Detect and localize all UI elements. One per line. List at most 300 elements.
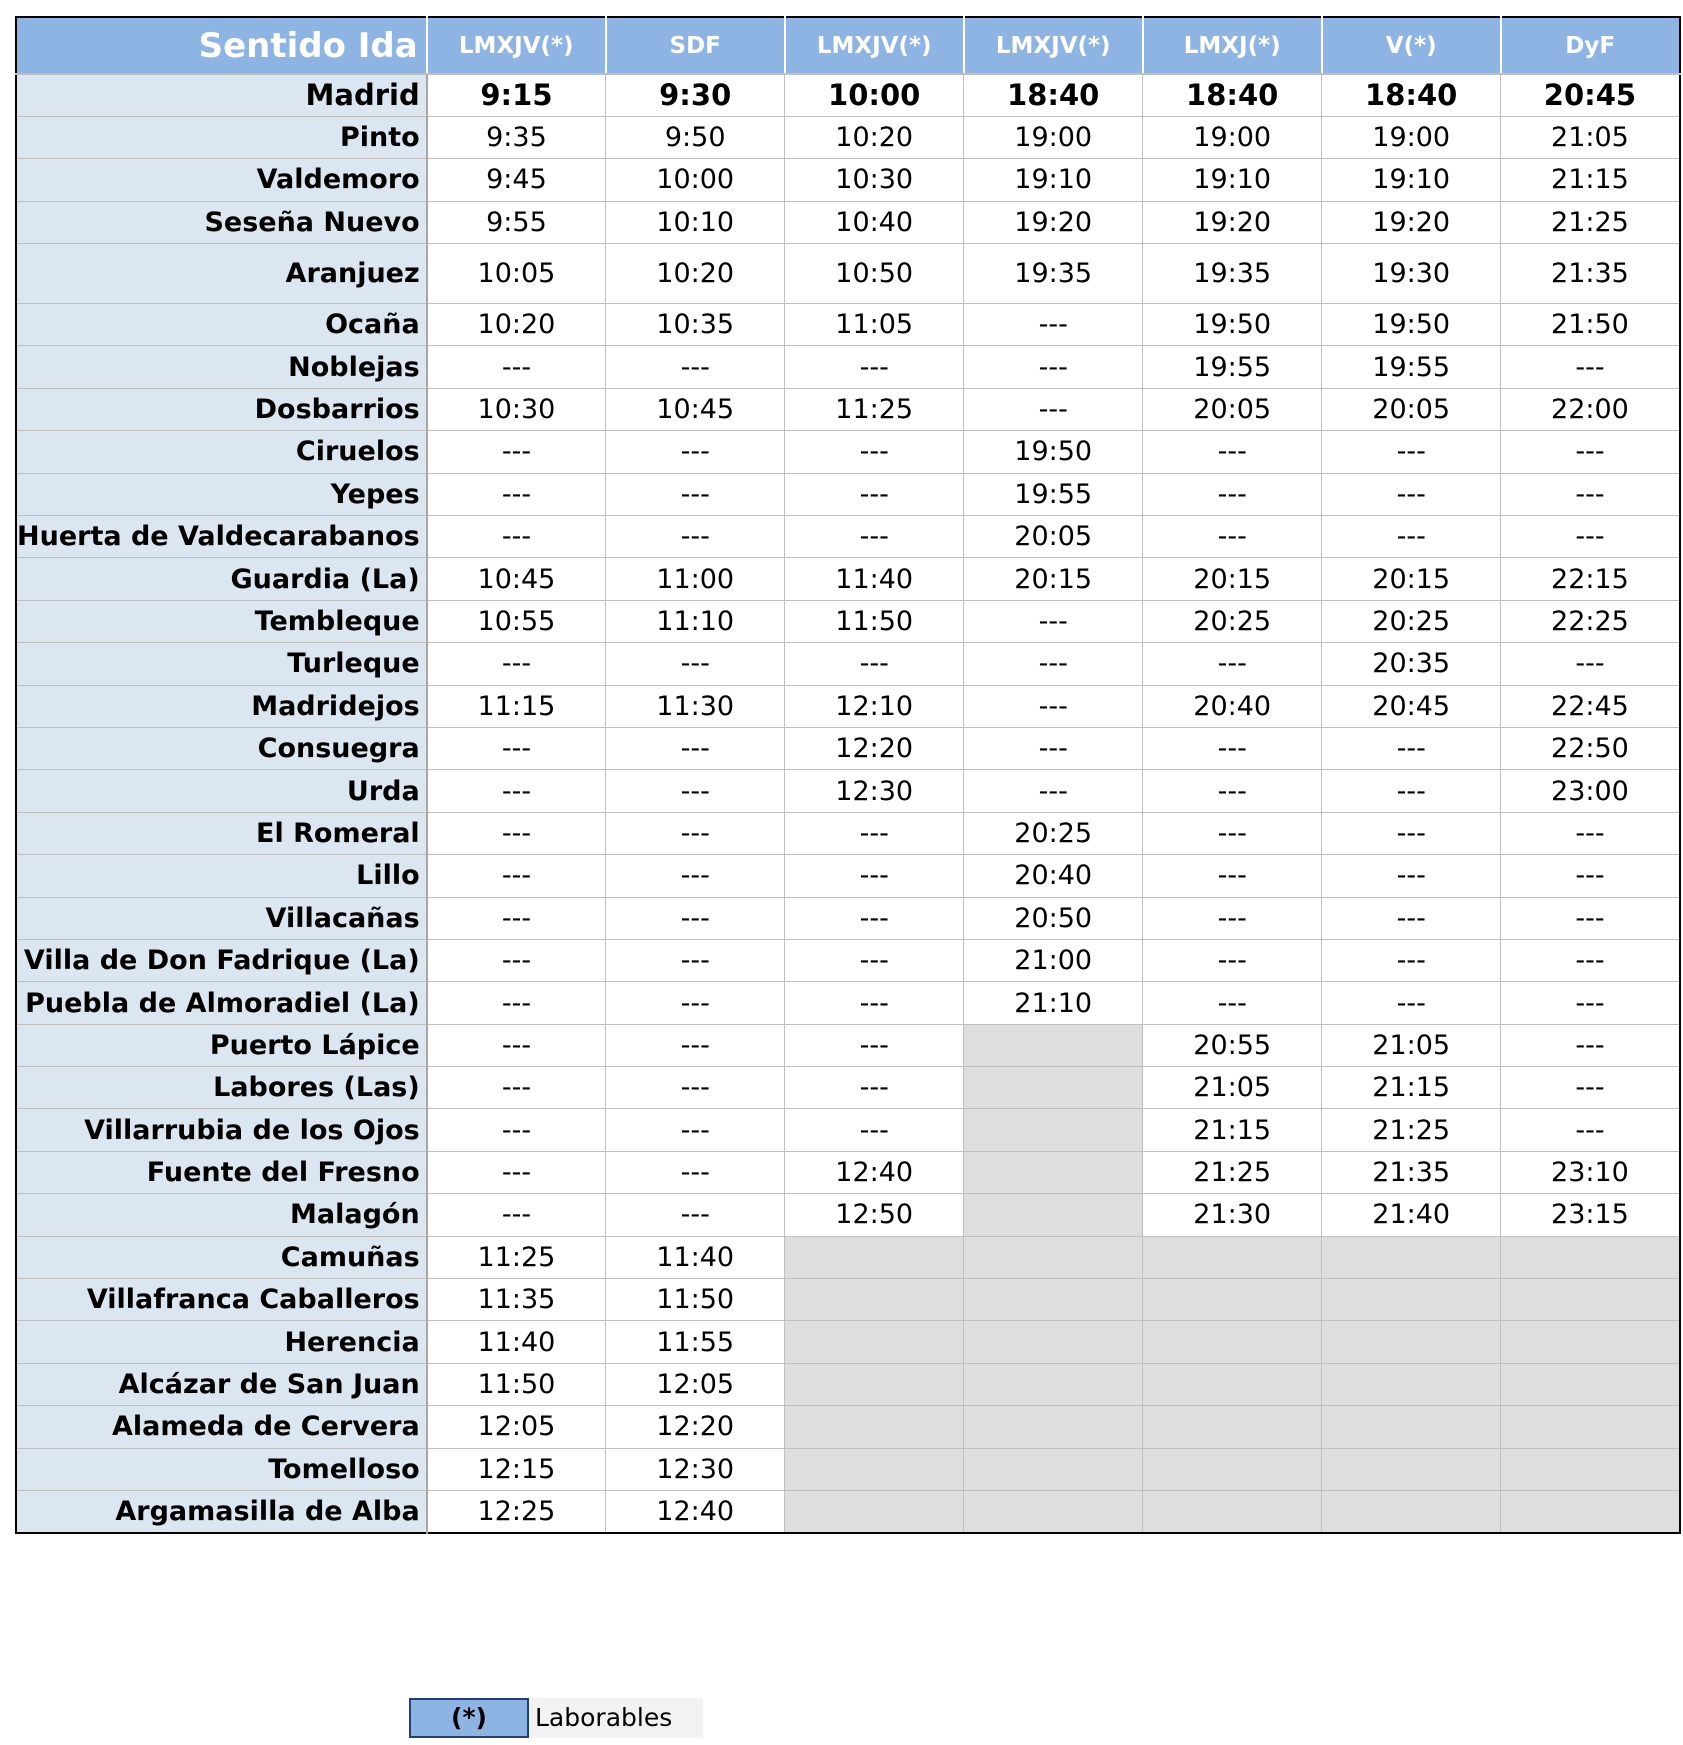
time-cell: --- xyxy=(606,643,785,685)
time-cell: --- xyxy=(785,982,964,1024)
time-cell: 12:05 xyxy=(606,1363,785,1405)
time-cell: --- xyxy=(964,600,1143,642)
empty-cell xyxy=(1501,1491,1680,1533)
empty-cell xyxy=(1501,1236,1680,1278)
time-cell: 10:45 xyxy=(427,558,606,600)
time-cell: --- xyxy=(1143,855,1322,897)
time-cell: 19:00 xyxy=(1322,116,1501,158)
table-row xyxy=(16,1109,1680,1151)
time-cell: --- xyxy=(606,1194,785,1236)
time-cell: 20:25 xyxy=(1322,600,1501,642)
time-cell: 19:20 xyxy=(964,201,1143,243)
time-cell: 20:45 xyxy=(1322,685,1501,727)
time-cell: 21:05 xyxy=(1501,116,1680,158)
time-cell: 12:30 xyxy=(785,770,964,812)
time-cell: 9:15 xyxy=(427,74,606,116)
time-cell: --- xyxy=(1143,516,1322,558)
table-row xyxy=(16,1151,1680,1193)
time-cell: --- xyxy=(1143,431,1322,473)
empty-cell xyxy=(1143,1321,1322,1363)
column-header: LMXJV(*) xyxy=(785,17,964,74)
table-row xyxy=(16,1194,1680,1236)
time-cell: 11:10 xyxy=(606,600,785,642)
station-name: Dosbarrios xyxy=(16,388,427,430)
table-row xyxy=(16,600,1680,642)
time-cell: --- xyxy=(427,855,606,897)
table-row xyxy=(16,1363,1680,1405)
time-cell: 21:35 xyxy=(1322,1151,1501,1193)
time-cell: --- xyxy=(427,473,606,515)
station-name: Villacañas xyxy=(16,897,427,939)
time-cell: --- xyxy=(606,1024,785,1066)
time-cell: --- xyxy=(606,431,785,473)
station-name: Argamasilla de Alba xyxy=(16,1491,427,1533)
time-cell: --- xyxy=(1322,982,1501,1024)
station-name: Ocaña xyxy=(16,304,427,346)
table-row xyxy=(16,201,1680,243)
empty-cell xyxy=(1143,1279,1322,1321)
station-name: Herencia xyxy=(16,1321,427,1363)
time-cell: 20:50 xyxy=(964,897,1143,939)
time-cell: --- xyxy=(964,346,1143,388)
empty-cell xyxy=(785,1279,964,1321)
station-name: Tembleque xyxy=(16,600,427,642)
station-name: Villa de Don Fadrique (La) xyxy=(16,939,427,981)
time-cell: --- xyxy=(785,855,964,897)
empty-cell xyxy=(785,1321,964,1363)
time-cell: --- xyxy=(1501,897,1680,939)
time-cell: 12:40 xyxy=(606,1491,785,1533)
time-cell: 19:00 xyxy=(964,116,1143,158)
time-cell: 18:40 xyxy=(964,74,1143,116)
station-name: Turleque xyxy=(16,643,427,685)
time-cell: 12:15 xyxy=(427,1448,606,1490)
time-cell: 21:25 xyxy=(1322,1109,1501,1151)
time-cell: --- xyxy=(1322,431,1501,473)
time-cell: 11:50 xyxy=(785,600,964,642)
empty-cell xyxy=(1143,1491,1322,1533)
time-cell: 11:35 xyxy=(427,1279,606,1321)
station-name: Noblejas xyxy=(16,346,427,388)
time-cell: 12:30 xyxy=(606,1448,785,1490)
time-cell: --- xyxy=(1143,812,1322,854)
time-cell: 19:55 xyxy=(964,473,1143,515)
time-cell: --- xyxy=(427,1024,606,1066)
time-cell: 21:50 xyxy=(1501,304,1680,346)
time-cell: 18:40 xyxy=(1322,74,1501,116)
time-cell: --- xyxy=(606,982,785,1024)
time-cell: 10:55 xyxy=(427,600,606,642)
time-cell: --- xyxy=(606,897,785,939)
table-row xyxy=(16,770,1680,812)
time-cell: 11:05 xyxy=(785,304,964,346)
empty-cell xyxy=(785,1363,964,1405)
time-cell: --- xyxy=(1322,516,1501,558)
time-cell: --- xyxy=(964,643,1143,685)
table-row xyxy=(16,159,1680,201)
time-cell: 19:50 xyxy=(964,431,1143,473)
empty-cell xyxy=(964,1194,1143,1236)
time-cell: --- xyxy=(1322,855,1501,897)
table-row xyxy=(16,1406,1680,1448)
table-row xyxy=(16,431,1680,473)
time-cell: 20:05 xyxy=(1143,388,1322,430)
time-cell: --- xyxy=(785,812,964,854)
table-row xyxy=(16,855,1680,897)
empty-cell xyxy=(1501,1321,1680,1363)
table-row xyxy=(16,982,1680,1024)
time-cell: --- xyxy=(964,388,1143,430)
time-cell: --- xyxy=(427,1194,606,1236)
empty-cell xyxy=(1322,1279,1501,1321)
time-cell: 21:25 xyxy=(1501,201,1680,243)
time-cell: 20:05 xyxy=(964,516,1143,558)
time-cell: --- xyxy=(1501,855,1680,897)
time-cell: --- xyxy=(427,982,606,1024)
legend-symbol: (*) xyxy=(409,1698,529,1738)
time-cell: --- xyxy=(1501,1024,1680,1066)
time-cell: --- xyxy=(1143,897,1322,939)
legend-text: Laborables xyxy=(529,1698,703,1738)
time-cell: 19:10 xyxy=(1322,159,1501,201)
station-name: Huerta de Valdecarabanos xyxy=(16,516,427,558)
time-cell: 20:15 xyxy=(1322,558,1501,600)
time-cell: 12:40 xyxy=(785,1151,964,1193)
station-name: Madrid xyxy=(16,74,427,116)
table-row xyxy=(16,685,1680,727)
table-row xyxy=(16,74,1680,116)
time-cell: 9:55 xyxy=(427,201,606,243)
direction-title: Sentido Ida xyxy=(16,17,427,74)
empty-cell xyxy=(1501,1279,1680,1321)
time-cell: 20:25 xyxy=(964,812,1143,854)
empty-cell xyxy=(1322,1363,1501,1405)
time-cell: --- xyxy=(1322,812,1501,854)
table-row xyxy=(16,1067,1680,1109)
empty-cell xyxy=(1322,1491,1501,1533)
time-cell: 10:40 xyxy=(785,201,964,243)
time-cell: --- xyxy=(785,897,964,939)
time-cell: 19:50 xyxy=(1322,304,1501,346)
station-name: Camuñas xyxy=(16,1236,427,1278)
table-row xyxy=(16,558,1680,600)
time-cell: 20:35 xyxy=(1322,643,1501,685)
time-cell: --- xyxy=(785,473,964,515)
time-cell: --- xyxy=(427,939,606,981)
time-cell: --- xyxy=(1143,473,1322,515)
table-row xyxy=(16,116,1680,158)
table-row xyxy=(16,727,1680,769)
station-name: Fuente del Fresno xyxy=(16,1151,427,1193)
column-header: DyF xyxy=(1501,17,1680,74)
time-cell: 23:15 xyxy=(1501,1194,1680,1236)
empty-cell xyxy=(785,1448,964,1490)
time-cell: 11:50 xyxy=(427,1363,606,1405)
column-header: LMXJ(*) xyxy=(1143,17,1322,74)
table-row xyxy=(16,1491,1680,1533)
time-cell: 12:05 xyxy=(427,1406,606,1448)
station-name: El Romeral xyxy=(16,812,427,854)
time-cell: --- xyxy=(1501,982,1680,1024)
time-cell: 10:30 xyxy=(427,388,606,430)
time-cell: --- xyxy=(1143,727,1322,769)
header-row xyxy=(16,17,1680,74)
time-cell: 20:40 xyxy=(1143,685,1322,727)
time-cell: 9:35 xyxy=(427,116,606,158)
time-cell: --- xyxy=(1143,770,1322,812)
empty-cell xyxy=(964,1491,1143,1533)
station-name: Madridejos xyxy=(16,685,427,727)
empty-cell xyxy=(1501,1363,1680,1405)
empty-cell xyxy=(1143,1236,1322,1278)
empty-cell xyxy=(1143,1448,1322,1490)
time-cell: 10:05 xyxy=(427,244,606,304)
time-cell: --- xyxy=(427,1067,606,1109)
time-cell: --- xyxy=(606,473,785,515)
time-cell: 19:55 xyxy=(1143,346,1322,388)
time-cell: 21:05 xyxy=(1322,1024,1501,1066)
table-row xyxy=(16,1448,1680,1490)
time-cell: 9:50 xyxy=(606,116,785,158)
time-cell: --- xyxy=(1322,939,1501,981)
empty-cell xyxy=(964,1448,1143,1490)
time-cell: 19:30 xyxy=(1322,244,1501,304)
time-cell: 19:10 xyxy=(964,159,1143,201)
time-cell: 12:25 xyxy=(427,1491,606,1533)
table-row xyxy=(16,346,1680,388)
time-cell: 12:10 xyxy=(785,685,964,727)
time-cell: 22:00 xyxy=(1501,388,1680,430)
time-cell: 19:10 xyxy=(1143,159,1322,201)
time-cell: 22:15 xyxy=(1501,558,1680,600)
empty-cell xyxy=(964,1321,1143,1363)
empty-cell xyxy=(1143,1406,1322,1448)
station-name: Malagón xyxy=(16,1194,427,1236)
time-cell: --- xyxy=(606,812,785,854)
time-cell: 21:15 xyxy=(1322,1067,1501,1109)
time-cell: 21:15 xyxy=(1143,1109,1322,1151)
station-name: Lillo xyxy=(16,855,427,897)
time-cell: --- xyxy=(1501,431,1680,473)
time-cell: --- xyxy=(427,812,606,854)
time-cell: --- xyxy=(606,939,785,981)
time-cell: --- xyxy=(1501,516,1680,558)
time-cell: 20:25 xyxy=(1143,600,1322,642)
time-cell: --- xyxy=(1501,643,1680,685)
time-cell: --- xyxy=(785,346,964,388)
time-cell: --- xyxy=(1322,897,1501,939)
station-name: Ciruelos xyxy=(16,431,427,473)
table-row xyxy=(16,244,1680,304)
empty-cell xyxy=(964,1406,1143,1448)
time-cell: --- xyxy=(427,1109,606,1151)
time-cell: --- xyxy=(427,431,606,473)
table-row xyxy=(16,304,1680,346)
table-row xyxy=(16,643,1680,685)
time-cell: --- xyxy=(785,939,964,981)
time-cell: 12:20 xyxy=(606,1406,785,1448)
time-cell: 19:35 xyxy=(964,244,1143,304)
time-cell: 19:55 xyxy=(1322,346,1501,388)
table-row xyxy=(16,1321,1680,1363)
time-cell: 11:40 xyxy=(606,1236,785,1278)
time-cell: 20:40 xyxy=(964,855,1143,897)
time-cell: --- xyxy=(1143,939,1322,981)
time-cell: 21:35 xyxy=(1501,244,1680,304)
time-cell: --- xyxy=(1322,770,1501,812)
time-cell: 20:45 xyxy=(1501,74,1680,116)
time-cell: --- xyxy=(427,897,606,939)
station-name: Puerto Lápice xyxy=(16,1024,427,1066)
time-cell: 10:00 xyxy=(606,159,785,201)
empty-cell xyxy=(964,1236,1143,1278)
time-cell: 12:20 xyxy=(785,727,964,769)
time-cell: --- xyxy=(785,516,964,558)
time-cell: 19:20 xyxy=(1143,201,1322,243)
station-name: Yepes xyxy=(16,473,427,515)
station-name: Puebla de Almoradiel (La) xyxy=(16,982,427,1024)
empty-cell xyxy=(1322,1236,1501,1278)
time-cell: --- xyxy=(785,643,964,685)
time-cell: 10:10 xyxy=(606,201,785,243)
time-cell: 21:25 xyxy=(1143,1151,1322,1193)
table-row xyxy=(16,473,1680,515)
time-cell: 19:00 xyxy=(1143,116,1322,158)
empty-cell xyxy=(1501,1406,1680,1448)
station-name: Aranjuez xyxy=(16,244,427,304)
time-cell: --- xyxy=(606,727,785,769)
column-header: SDF xyxy=(606,17,785,74)
time-cell: --- xyxy=(1501,473,1680,515)
station-name: Valdemoro xyxy=(16,159,427,201)
time-cell: --- xyxy=(964,770,1143,812)
time-cell: --- xyxy=(606,855,785,897)
time-cell: 10:30 xyxy=(785,159,964,201)
time-cell: 21:10 xyxy=(964,982,1143,1024)
timetable xyxy=(15,16,1681,1534)
time-cell: 10:20 xyxy=(606,244,785,304)
column-header: V(*) xyxy=(1322,17,1501,74)
station-name: Villarrubia de los Ojos xyxy=(16,1109,427,1151)
time-cell: 23:10 xyxy=(1501,1151,1680,1193)
time-cell: 20:15 xyxy=(1143,558,1322,600)
column-header: LMXJV(*) xyxy=(964,17,1143,74)
table-row xyxy=(16,516,1680,558)
time-cell: 21:00 xyxy=(964,939,1143,981)
time-cell: 21:15 xyxy=(1501,159,1680,201)
time-cell: 10:50 xyxy=(785,244,964,304)
time-cell: 11:40 xyxy=(427,1321,606,1363)
time-cell: 11:50 xyxy=(606,1279,785,1321)
time-cell: 19:20 xyxy=(1322,201,1501,243)
time-cell: 20:55 xyxy=(1143,1024,1322,1066)
timetable-body xyxy=(16,74,1680,1533)
station-name: Guardia (La) xyxy=(16,558,427,600)
time-cell: --- xyxy=(1143,982,1322,1024)
time-cell: --- xyxy=(1322,727,1501,769)
time-cell: 10:20 xyxy=(427,304,606,346)
time-cell: 18:40 xyxy=(1143,74,1322,116)
table-row xyxy=(16,1024,1680,1066)
table-row xyxy=(16,939,1680,981)
time-cell: 12:50 xyxy=(785,1194,964,1236)
time-cell: --- xyxy=(427,516,606,558)
time-cell: 21:30 xyxy=(1143,1194,1322,1236)
time-cell: --- xyxy=(427,346,606,388)
empty-cell xyxy=(1501,1448,1680,1490)
station-name: Seseña Nuevo xyxy=(16,201,427,243)
empty-cell xyxy=(1143,1363,1322,1405)
time-cell: 21:05 xyxy=(1143,1067,1322,1109)
time-cell: --- xyxy=(606,516,785,558)
legend xyxy=(409,1698,703,1738)
time-cell: 21:40 xyxy=(1322,1194,1501,1236)
time-cell: --- xyxy=(964,685,1143,727)
time-cell: --- xyxy=(964,727,1143,769)
time-cell: 10:45 xyxy=(606,388,785,430)
empty-cell xyxy=(964,1279,1143,1321)
time-cell: --- xyxy=(1322,473,1501,515)
time-cell: 10:00 xyxy=(785,74,964,116)
empty-cell xyxy=(1322,1406,1501,1448)
time-cell: --- xyxy=(1501,1109,1680,1151)
empty-cell xyxy=(964,1363,1143,1405)
empty-cell xyxy=(785,1406,964,1448)
station-name: Consuegra xyxy=(16,727,427,769)
time-cell: --- xyxy=(606,770,785,812)
time-cell: --- xyxy=(427,770,606,812)
time-cell: --- xyxy=(1501,346,1680,388)
time-cell: --- xyxy=(785,1024,964,1066)
table-row xyxy=(16,897,1680,939)
station-name: Alcázar de San Juan xyxy=(16,1363,427,1405)
time-cell: --- xyxy=(1501,939,1680,981)
time-cell: 19:35 xyxy=(1143,244,1322,304)
station-name: Tomelloso xyxy=(16,1448,427,1490)
time-cell: 10:35 xyxy=(606,304,785,346)
time-cell: --- xyxy=(785,431,964,473)
empty-cell xyxy=(785,1236,964,1278)
station-name: Labores (Las) xyxy=(16,1067,427,1109)
time-cell: --- xyxy=(606,1067,785,1109)
time-cell: 11:25 xyxy=(785,388,964,430)
time-cell: 23:00 xyxy=(1501,770,1680,812)
time-cell: --- xyxy=(785,1067,964,1109)
time-cell: --- xyxy=(427,1151,606,1193)
time-cell: 9:45 xyxy=(427,159,606,201)
empty-cell xyxy=(964,1109,1143,1151)
time-cell: --- xyxy=(964,304,1143,346)
time-cell: 10:20 xyxy=(785,116,964,158)
table-row xyxy=(16,1279,1680,1321)
time-cell: 22:45 xyxy=(1501,685,1680,727)
empty-cell xyxy=(964,1151,1143,1193)
time-cell: 22:25 xyxy=(1501,600,1680,642)
table-row xyxy=(16,388,1680,430)
time-cell: --- xyxy=(606,1151,785,1193)
time-cell: 11:55 xyxy=(606,1321,785,1363)
station-name: Villafranca Caballeros xyxy=(16,1279,427,1321)
empty-cell xyxy=(785,1491,964,1533)
time-cell: --- xyxy=(785,1109,964,1151)
time-cell: 19:50 xyxy=(1143,304,1322,346)
station-name: Alameda de Cervera xyxy=(16,1406,427,1448)
time-cell: --- xyxy=(427,643,606,685)
time-cell: 20:15 xyxy=(964,558,1143,600)
time-cell: --- xyxy=(427,727,606,769)
time-cell: 11:00 xyxy=(606,558,785,600)
time-cell: 22:50 xyxy=(1501,727,1680,769)
